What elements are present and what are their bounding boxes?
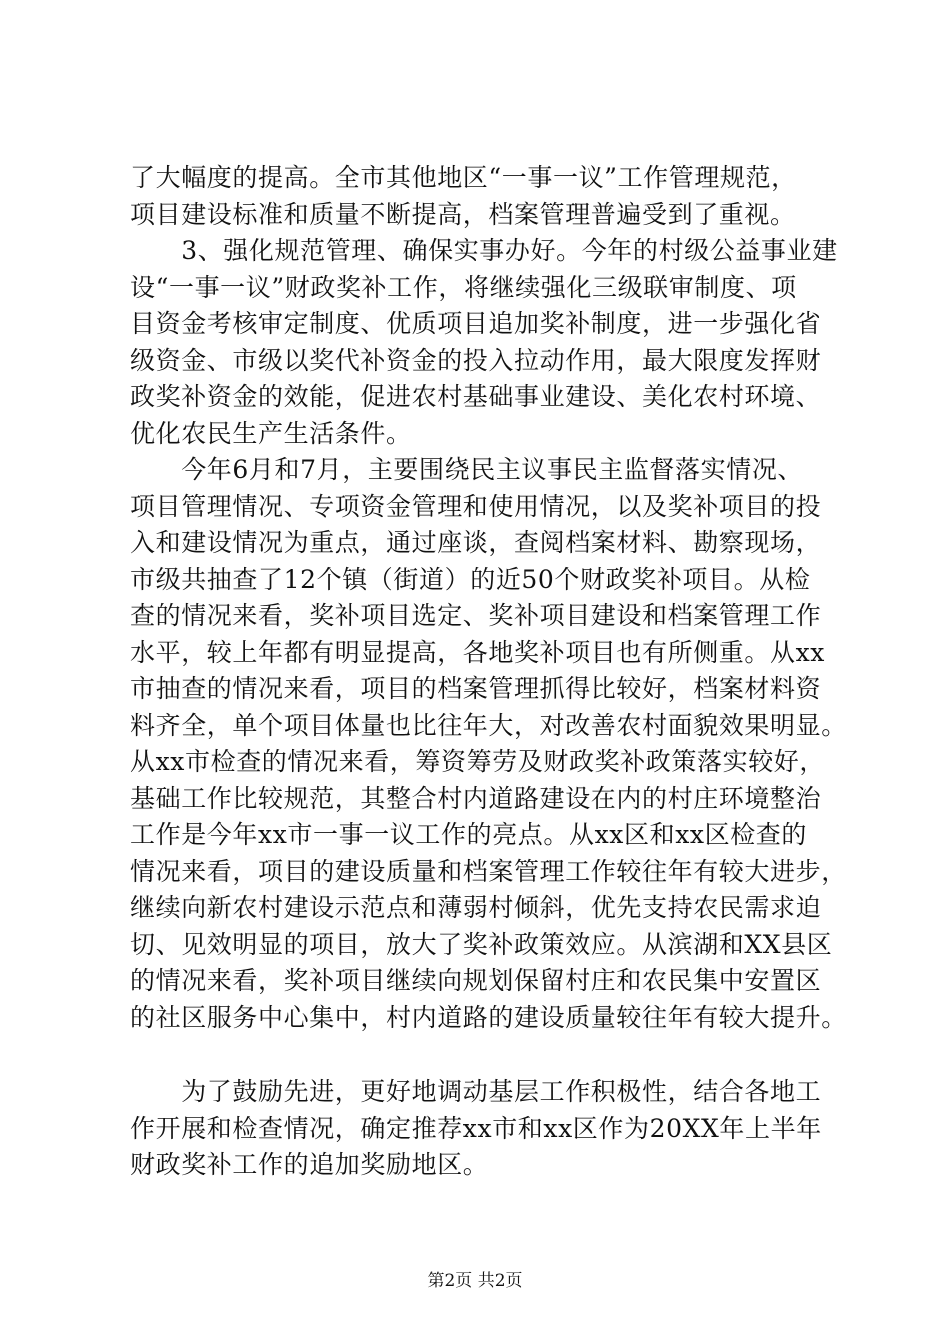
text-line: 项目管理情况、专项资金管理和使用情况，以及奖补项目的投 <box>130 491 822 521</box>
text-line: 财政奖补工作的追加奖励地区。 <box>130 1150 489 1179</box>
text-line: 的社区服务中心集中，村内道路的建设质量较往年有较大提升。 <box>130 1002 847 1032</box>
page-footer: 第2页 共2页 <box>427 1271 523 1291</box>
text-line: 料齐全，单个项目体量也比往年大，对改善农村面貌效果明显。 <box>130 710 847 740</box>
text-line: 工作是今年xx市一事一议工作的亮点。从xx区和xx区检查的 <box>130 820 807 849</box>
text-line: 优化农民生产生活条件。 <box>130 418 412 448</box>
text-line: 的情况来看，奖补项目继续向规划保留村庄和农民集中安置区 <box>130 966 822 995</box>
paragraph-gap <box>130 1036 830 1074</box>
text-line: 项目建设标准和质量不断提高，档案管理普遍受到了重视。 <box>130 199 796 229</box>
text-line: 切、见效明显的项目，放大了奖补政策效应。从滨湖和XX县区 <box>130 929 833 959</box>
text-line: 从xx市检查的情况来看，筹资筹劳及财政奖补政策落实较好， <box>130 747 826 776</box>
text-line: 情况来看，项目的建设质量和档案管理工作较往年有较大进步， <box>130 856 847 886</box>
text-line: 基础工作比较规范，其整合村内道路建设在内的村庄环境整治 <box>130 783 822 813</box>
text-line: 政奖补资金的效能，促进农村基础事业建设、美化农村环境、 <box>130 382 822 411</box>
text-line: 目资金考核审定制度、优质项目追加奖补制度，进一步强化省 <box>130 309 822 338</box>
text-line: 查的情况来看，奖补项目选定、奖补项目建设和档案管理工作 <box>130 601 822 630</box>
text-line: 为了鼓励先进，更好地调动基层工作积极性，结合各地工 <box>130 1077 822 1106</box>
text-line: 继续向新农村建设示范点和薄弱村倾斜，优先支持农民需求迫 <box>130 893 822 922</box>
document-body <box>130 160 847 1184</box>
text-line: 今年6月和7月，主要围绕民主议事民主监督落实情况、 <box>130 455 804 484</box>
text-line: 入和建设情况为重点，通过座谈，查阅档案材料、勘察现场， <box>130 528 822 557</box>
text-line: 了大幅度的提高。全市其他地区“一事一议”工作管理规范， <box>130 163 797 192</box>
text-line: 作开展和检查情况，确定推荐xx市和xx区作为20XX年上半年 <box>130 1113 822 1143</box>
text-line: 级资金、市级以奖代补资金的投入拉动作用，最大限度发挥财 <box>130 345 822 375</box>
text-line: 水平，较上年都有明显提高，各地奖补项目也有所侧重。从xx <box>130 637 826 667</box>
text-line: 市级共抽查了12个镇（街道）的近50个财政奖补项目。从检 <box>130 564 811 594</box>
text-line: 设“一事一议”财政奖补工作，将继续强化三级联审制度、项 <box>130 272 797 302</box>
text-line: 3、强化规范管理、确保实事办好。今年的村级公益事业建 <box>130 236 838 265</box>
text-line: 市抽查的情况来看，项目的档案管理抓得比较好，档案材料资 <box>130 674 822 703</box>
